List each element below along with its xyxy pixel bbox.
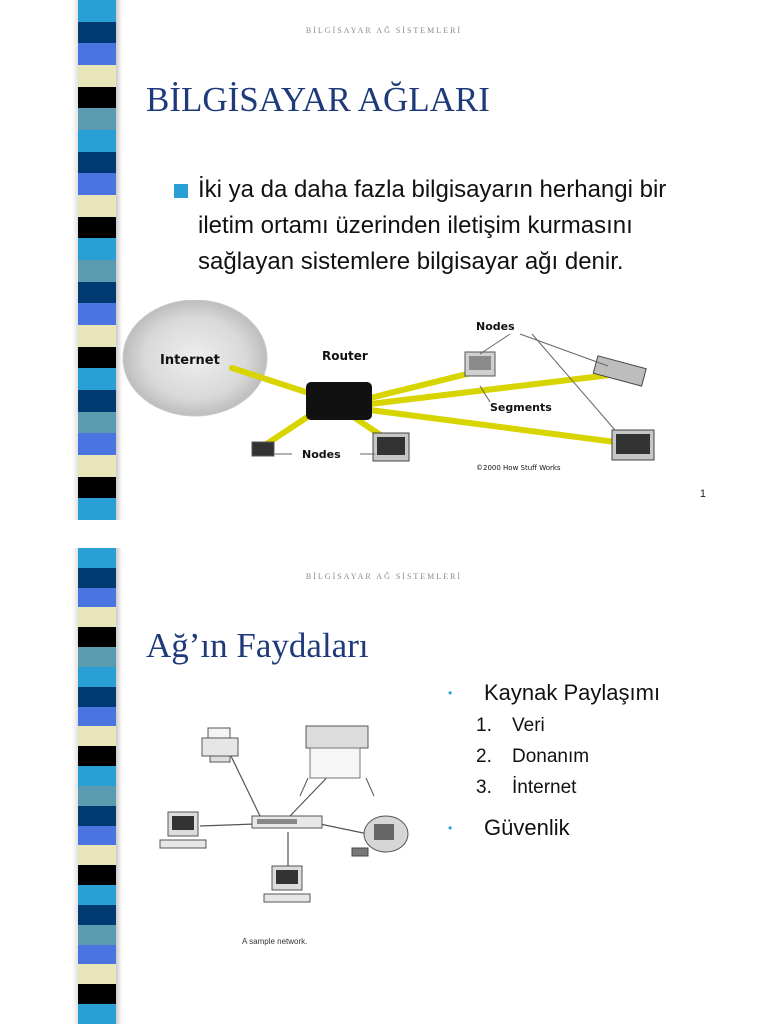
sub-list-item [444, 772, 744, 803]
stripe-band [78, 130, 116, 152]
stripe-band [78, 325, 116, 347]
stripe-band [78, 588, 116, 608]
sub-list-item [444, 741, 744, 772]
slide-title: BİLGİSAYAR AĞLARI [146, 80, 490, 119]
stripe-band [78, 195, 116, 217]
stripe-band [78, 173, 116, 195]
stripe-band [78, 746, 116, 766]
computer-node-icon-2 [612, 430, 654, 460]
label-nodes-bottom: Nodes [302, 448, 341, 461]
stripe-band [78, 707, 116, 727]
decorative-stripe [78, 548, 116, 1024]
stripe-shadow [116, 548, 122, 1024]
stripe-band [78, 498, 116, 520]
stripe-band [78, 368, 116, 390]
computer-icon-left [160, 812, 206, 848]
slide-2 [0, 548, 768, 1024]
stripe-band [78, 726, 116, 746]
label-nodes-top: Nodes [476, 320, 515, 333]
stripe-band [78, 65, 116, 87]
plotter-icon [300, 726, 374, 796]
sub-list-label: Veri [512, 715, 545, 736]
stripe-band [78, 964, 116, 984]
stripe-band [78, 108, 116, 130]
stripe-band [78, 905, 116, 925]
stripe-band [78, 945, 116, 965]
stripe-band [78, 433, 116, 455]
label-segments: Segments [490, 401, 552, 414]
bullet-dot-icon: • [448, 686, 453, 700]
stripe-band [78, 845, 116, 865]
list-number: 3. [476, 777, 492, 798]
computer-node-icon-1 [465, 352, 495, 376]
laptop-node-icon [252, 442, 274, 456]
stripe-band [78, 87, 116, 109]
stripe-band [78, 282, 116, 304]
stripe-band [78, 238, 116, 260]
label-internet: Internet [160, 353, 220, 368]
printer-icon [202, 728, 238, 762]
page-number: 1 [699, 488, 706, 500]
decorative-stripe [78, 0, 116, 520]
bullet-dot-icon: • [448, 821, 453, 835]
stripe-band [78, 412, 116, 434]
stripe-band [78, 260, 116, 282]
list-item-label: Kaynak Paylaşımı [484, 680, 661, 705]
sample-network-illustration [130, 716, 420, 966]
sub-list-label: Donanım [512, 746, 590, 767]
slide-body-text: İki ya da daha fazla bilgisayarın herhangi bir iletim ortamı üzerinden iletişim kurmasını sağlayan sistemlere bilgisayar ağı denir. [198, 176, 667, 275]
stripe-band [78, 455, 116, 477]
stripe-band [78, 627, 116, 647]
stripe-band [78, 925, 116, 945]
sub-list-label: İnternet [512, 777, 577, 798]
stripe-band [78, 1004, 116, 1024]
list-number: 2. [476, 746, 492, 767]
stripe-band [78, 766, 116, 786]
copyright-text: ©2000 How Stuff Works [476, 464, 561, 472]
stripe-band [78, 667, 116, 687]
hub-icon [252, 816, 322, 828]
list-item [444, 676, 744, 710]
list-item [444, 811, 744, 845]
stripe-band [78, 984, 116, 1004]
stripe-band [78, 806, 116, 826]
stripe-band [78, 607, 116, 627]
stripe-band [78, 826, 116, 846]
stripe-band [78, 885, 116, 905]
stripe-band [78, 43, 116, 65]
figure-caption: A sample network. [242, 937, 308, 946]
computer-icon-bottom [264, 866, 310, 902]
stripe-band [78, 865, 116, 885]
stripe-band [78, 347, 116, 369]
stripe-band [78, 687, 116, 707]
stripe-band [78, 786, 116, 806]
router-icon [306, 382, 372, 420]
stripe-band [78, 0, 116, 22]
benefits-list [444, 676, 744, 845]
slide-title: Ağ’ın Faydaları [146, 626, 369, 665]
stripe-band [78, 477, 116, 499]
cable-lines [232, 368, 615, 445]
slide-header: BİLGİSAYAR AĞ SİSTEMLERİ [305, 26, 463, 35]
printer-node-icon [593, 356, 646, 386]
imac-icon [352, 816, 408, 856]
label-router: Router [322, 349, 368, 363]
stripe-band [78, 647, 116, 667]
computer-node-icon-3 [373, 433, 409, 461]
stripe-band [78, 217, 116, 239]
stripe-band [78, 152, 116, 174]
bullet-square-icon [174, 184, 188, 198]
list-item-label: Güvenlik [484, 815, 570, 840]
network-diagram [120, 300, 660, 480]
stripe-band [78, 390, 116, 412]
stripe-band [78, 548, 116, 568]
stripe-band [78, 303, 116, 325]
list-number: 1. [476, 715, 492, 736]
sub-list-item [444, 710, 744, 741]
slide-header: BİLGİSAYAR AĞ SİSTEMLERİ [305, 572, 463, 581]
